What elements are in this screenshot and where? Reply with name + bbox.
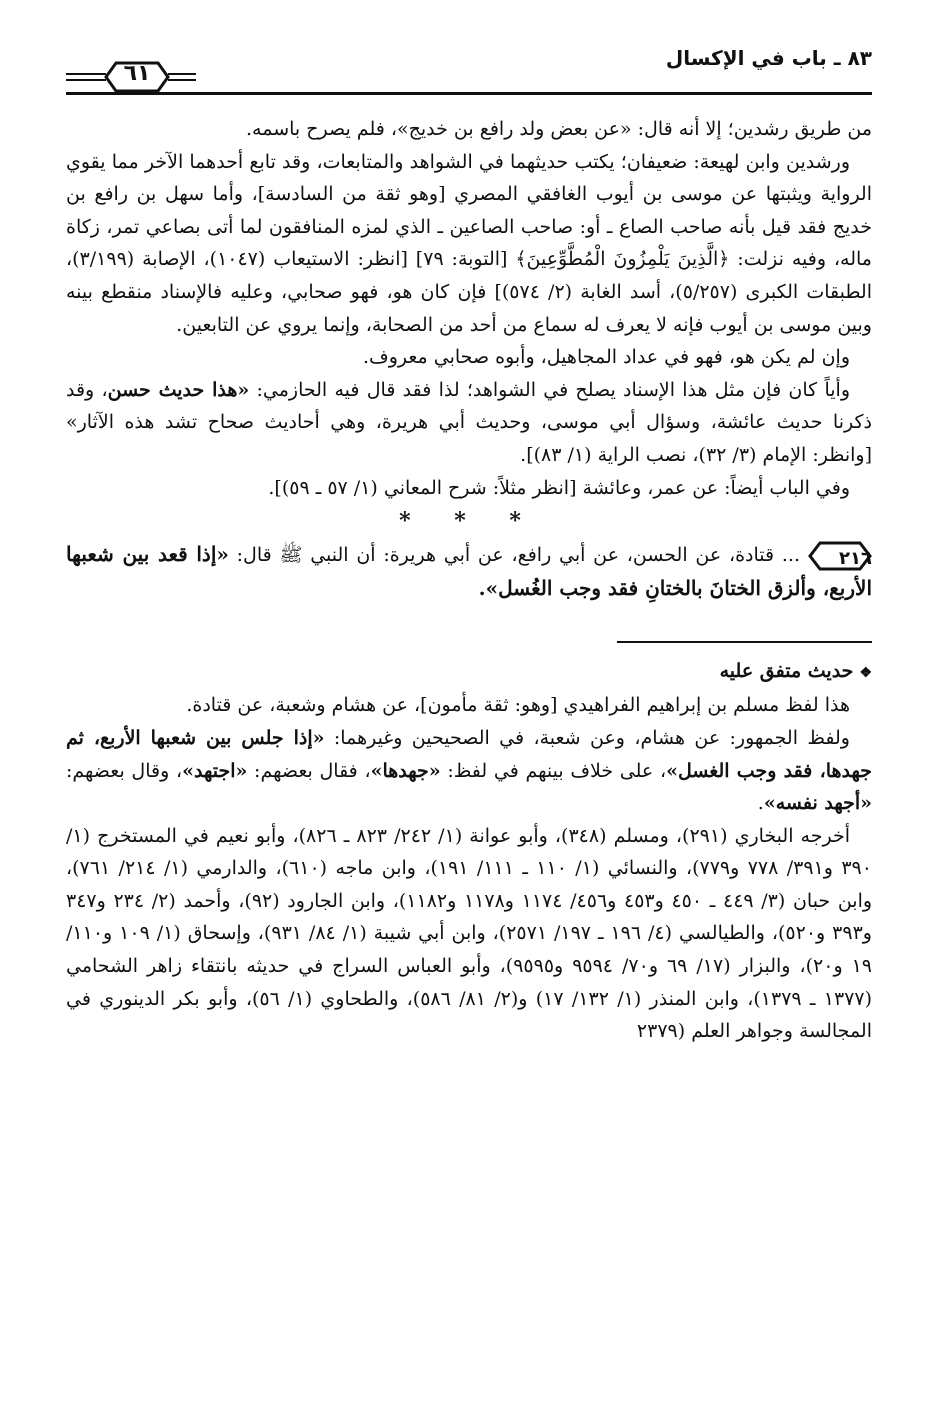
commentary-paragraph-1: هذا لفظ مسلم بن إبراهيم الفراهيدي [وهو: ثقة مأمون]، عن هشام وشعبة، عن قتادة.	[186, 694, 850, 717]
hazimi-quote-bold: «هذا حديث حسن	[107, 378, 250, 401]
page-number: ٦١	[123, 61, 151, 86]
paragraph-hazimi	[66, 374, 872, 472]
section-separator: * * *	[399, 508, 539, 535]
p2-part-i: .	[757, 792, 764, 815]
p2-bold-f: «اجتهد»	[182, 759, 248, 782]
paragraph-rushdain: من طريق رشدين؛ إلا أنه قال: «عن بعض ولد رافع بن خديج»، فلم يصرح باسمه.	[246, 118, 872, 140]
commentary-paragraph-3: أخرجه البخاري (٢٩١)، ومسلم (٣٤٨)، وأبو عوانة (١/ ٢٤٢/ ٨٢٣ ـ ٨٢٦)، وأبو نعيم في المستخرج (١/ ٣٩٠ و٣٩١/ ٧٧٨ و٧٧٩)، والنسائي (١/ ١١٠ ـ ١١١/ ١٩١)، وابن ماجه (٦١٠)، والدارمي (١/ ٢١٤/ ٧٦١)، وابن حبان (٣/ ٤٤٩ ـ ٤٥٠ و٤٥٣ و٤٥٦/ ١١٧٤ و١١٧٨ و١١٨٢)، وابن الجارود (٩٢)، وأحمد (٢/ ٢٣٤ و٣٤٧ و٣٩٣ و٥٢٠)، والطيالسي (٤/ ١٩٦ ـ ١٩٧/ ٢٥٧١)، وابن أبي شيبة (١/ ٨٤/ ٩٣١)، وإسحاق (١/ ١٠٩ و١١٠/ ١٩ و٢٠)، والبزار (١٧/ ٦٩ و٧٠/ ٩٥٩٤ و٩٥٩٥)، وأبو العباس السراج في حديثه بانتقاء زاهر الشحامي (١٣٧٧ ـ ١٣٧٩)، وابن المنذر (١/ ١٣٢/ ١٧) و(٢/ ٨١/ ٥٨٦)، والطحاوي (١/ ٥٦)، وأبو بكر الدينوري في المجالسة وجواهر العلم (٢٣٧٩	[66, 824, 873, 1043]
p2-bold-d: «جهدها»	[370, 759, 441, 782]
commentary-heading-text: حديث متفق عليه	[719, 660, 854, 683]
footnote-divider	[617, 641, 872, 643]
paragraph-majahil: وإن لم يكن هو، فهو في عداد المجاهيل، وأبوه صحابي معروف.	[362, 346, 850, 369]
p2-bold-h: «أجهد نفسه»	[763, 792, 872, 815]
hazimi-intro: وأياً كان فإن مثل هذا الإسناد يصلح في الشواهد؛ لذا فقد قال فيه الحازمي:	[249, 378, 850, 401]
chapter-title: ٨٣ ـ باب في الإكسال	[665, 46, 872, 70]
p2-part-a: ولفظ الجمهور: عن هشام، وعن شعبة، في الصحيحين وغيرهما:	[324, 726, 850, 749]
hadith-paragraph	[66, 538, 872, 605]
commentary-paragraph-2	[66, 722, 872, 820]
commentary-heading	[66, 655, 872, 689]
hadith-number-badge	[808, 541, 872, 571]
hadith-block	[66, 538, 872, 605]
hadith-text: «إذا قعد بين شعبها الأربع، وألزق الختانَ بالختانِ فقد وجب الغُسل».	[66, 542, 872, 600]
paragraph-ibn-lahia: ورشدين وابن لهيعة: ضعيفان؛ يكتب حديثهما في الشواهد والمتابعات، وقد تابع أحدهما الآخر مما يقوي الرواية ويثبتها عن موسى بن أيوب الغافقي المصري [وهو ثقة من السادسة]، وأما سهل بن رافع بن خديج فقد قيل بأنه صاحب الصاع ـ أو: صاحب الصاعين ـ الذي لمزه المنافقون لما أتى بصاعي تمر، زكاة ماله، وفيه نزلت: ﴿الَّذِينَ يَلْمِزُونَ الْمُطَّوِّعِينَ﴾ [التوبة: ٧٩] [انظر: الاستيعاب (١٠٤٧)، الإصابة (٣/١٩٩)، الطبقات الكبرى (٥/٢٥٧)، أسد الغابة (٢/ ٥٧٤)] فإن كان هو، فهو صحابي، وعليه فالإسناد منقطع بينه وبين موسى بن أيوب فإنه لا يعرف له سماع من أحد من الصحابة، وإنما يروي عن التابعين.	[66, 150, 872, 336]
paragraph-fil-bab: وفي الباب أيضاً: عن عمر، وعائشة [انظر مثلاً: شرح المعاني (١/ ٥٧ ـ ٥٩)].	[268, 476, 850, 499]
page-header	[66, 40, 872, 95]
document-page	[66, 40, 872, 1400]
p2-part-e: ، فقال بعضهم:	[247, 759, 371, 782]
p2-bold-b: «إذا جلس بين شعبها الأربع، ثم جهدها، فقد وجب الغسل»	[66, 726, 872, 782]
top-section	[66, 113, 872, 538]
p2-part-g: ، وقال بعضهم:	[66, 759, 183, 782]
book-icon: ❖	[859, 665, 872, 682]
hadith-number: ٢١٦	[839, 548, 872, 570]
hadith-narration: ... قتادة، عن الحسن، عن أبي رافع، عن أبي هريرة: أن النبي ﷺ قال:	[228, 544, 800, 567]
page-number-frame	[66, 58, 196, 98]
hazimi-rest: ، وقد ذكرنا حديث عائشة، وسؤال أبي موسى، وحديث أبي هريرة، وهي أحاديث صحاح تشد هذه الآثار» [وانظر: الإمام (٣/ ٣٢)، نصب الراية (١/ ٨٣)].	[66, 378, 872, 466]
p2-part-c: ، على خلاف بينهم في لفظ:	[440, 759, 667, 782]
